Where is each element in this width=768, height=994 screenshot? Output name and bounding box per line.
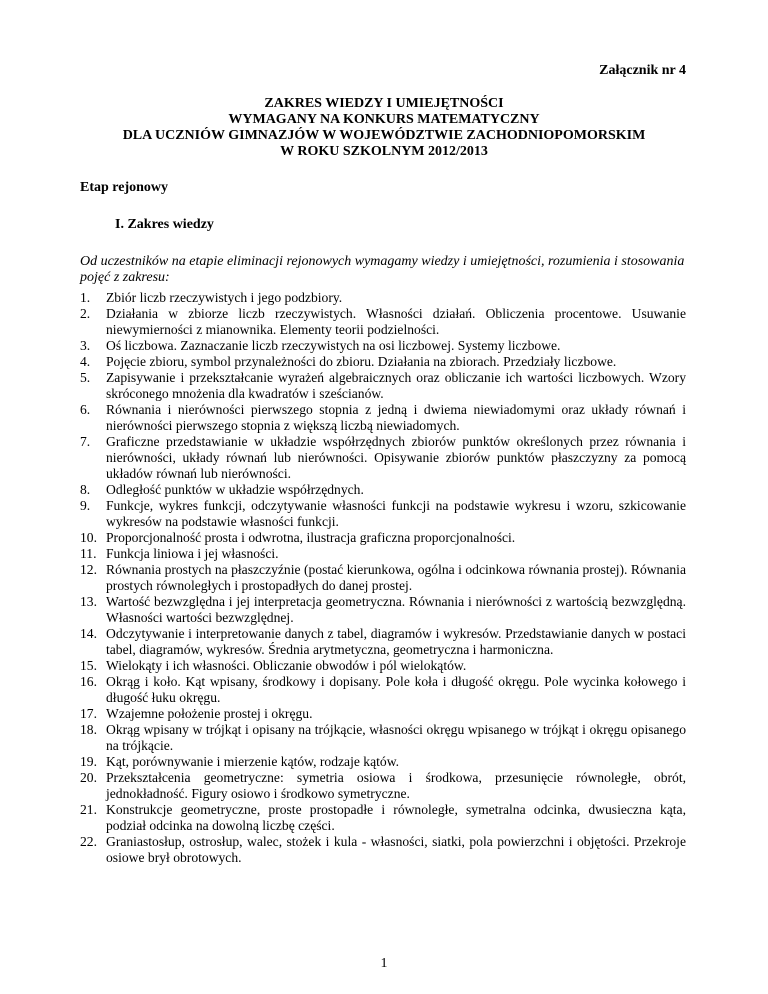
attachment-label: Załącznik nr 4 — [599, 63, 686, 78]
list-item-text: Zbiór liczb rzeczywistych i jego podzbiory. — [106, 290, 343, 305]
list-item-number: 10. — [80, 530, 97, 545]
list-item-text: Funkcje, wykres funkcji, odczytywanie własności funkcji na podstawie wykresu i wzoru, szkicowanie wykresów na podstawie własności funkcji. — [106, 498, 686, 529]
list-item-number: 16. — [80, 674, 97, 689]
subsection-title: I. Zakres wiedzy — [115, 217, 214, 232]
list-item — [80, 498, 686, 530]
header-line: WYMAGANY NA KONKURS MATEMATYCZNY — [228, 112, 540, 127]
list-item — [80, 402, 686, 434]
list-item — [80, 626, 686, 658]
header-line: DLA UCZNIÓW GIMNAZJÓW W WOJEWÓDZTWIE ZACHODNIOPOMORSKIM — [122, 128, 646, 143]
list-item-text: Odległość punktów w układzie współrzędnych. — [106, 482, 364, 497]
list-item — [80, 562, 686, 594]
list-item — [80, 482, 686, 498]
list-item — [80, 834, 686, 866]
list-item-number: 14. — [80, 626, 97, 641]
header-line: W ROKU SZKOLNYM 2012/2013 — [280, 144, 488, 159]
header-line: ZAKRES WIEDZY I UMIEJĘTNOŚCI — [264, 96, 504, 111]
list-item-text: Równania i nierówności pierwszego stopnia z jedną i dwiema niewiadomymi oraz układy równań i nierówności pierwszego stopnia z większą liczbą niewiadomych. — [106, 402, 686, 433]
list-item-text: Oś liczbowa. Zaznaczanie liczb rzeczywistych na osi liczbowej. Systemy liczbowe. — [106, 338, 561, 353]
list-item — [80, 434, 686, 482]
list-item — [80, 706, 686, 722]
list-item-number: 21. — [80, 802, 97, 817]
list-item-number: 9. — [80, 498, 91, 513]
list-item — [80, 754, 686, 770]
list-item-text: Pojęcie zbioru, symbol przynależności do zbioru. Działania na zbiorach. Przedziały liczbowe. — [106, 354, 617, 369]
list-item — [80, 802, 686, 834]
list-item-number: 5. — [80, 370, 91, 385]
list-item-text: Przekształcenia geometryczne: symetria osiowa i środkowa, przesunięcie równoległe, obrót, jednokładność. Figury osiowo i środkowo symetryczne. — [106, 770, 686, 801]
list-item-text: Wartość bezwzględna i jej interpretacja geometryczna. Równania i nierówności z wartością bezwzględną. Własności wartości bezwzględnej. — [106, 594, 686, 625]
list-item-number: 15. — [80, 658, 97, 673]
list-item — [80, 770, 686, 802]
section-title: Etap rejonowy — [80, 180, 169, 195]
list-item-text: Działania w zbiorze liczb rzeczywistych. Własności działań. Obliczenia procentowe. Usuwanie niewymierności z mianownika. Elementy teorii podzielności. — [106, 306, 686, 337]
list-item — [80, 354, 686, 370]
list-item-number: 11. — [80, 546, 97, 561]
list-item — [80, 546, 686, 562]
list-item-text: Graficzne przedstawianie w układzie współrzędnych zbiorów punktów określonych przez równania i nierówności, układy równań lub nierówności. Opisywanie zbiorów punktów płaszczyzny za pomocą układów równań lub nierówności. — [106, 434, 686, 481]
list-item-text: Okrąg i koło. Kąt wpisany, środkowy i dopisany. Pole koła i długość okręgu. Pole wycinka kołowego i długość łuku okręgu. — [106, 674, 686, 705]
list-item-text: Odczytywanie i interpretowanie danych z tabel, diagramów i wykresów. Przedstawianie danych w postaci tabel, diagramów, wykresów. Średnia arytmetyczna, geometryczna i harmoniczna. — [106, 626, 686, 657]
list-item-number: 20. — [80, 770, 97, 785]
list-item — [80, 722, 686, 754]
list-item-number: 4. — [80, 354, 91, 369]
list-item-text: Graniastosłup, ostrosłup, walec, stożek i kula - własności, siatki, pola powierzchni i objętości. Przekroje osiowe brył obrotowych. — [106, 834, 686, 865]
list-item-number: 7. — [80, 434, 91, 449]
list-item — [80, 674, 686, 706]
intro-paragraph: Od uczestników na etapie eliminacji rejonowych wymagamy wiedzy i umiejętności, rozumienia i stosowania pojęć z zakresu: — [80, 254, 685, 285]
list-item-text: Równania prostych na płaszczyźnie (postać kierunkowa, ogólna i odcinkowa równania prostej). Równania prostych równoległych i prostopadłych do danej prostej. — [106, 562, 686, 593]
page-number: 1 — [380, 956, 388, 971]
list-item-text: Funkcja liniowa i jej własności. — [106, 546, 279, 561]
list-item — [80, 530, 686, 546]
list-item — [80, 306, 686, 338]
list-item-number: 1. — [80, 290, 91, 305]
list-item — [80, 594, 686, 626]
list-item-number: 12. — [80, 562, 97, 577]
list-item — [80, 290, 686, 306]
list-item-text: Konstrukcje geometryczne, proste prostopadłe i równoległe, symetralna odcinka, dwusieczna kąta, podział odcinka na dowolną liczbę części. — [106, 802, 686, 833]
list-item-number: 22. — [80, 834, 97, 849]
list-item-number: 19. — [80, 754, 97, 769]
list-item-text: Okrąg wpisany w trójkąt i opisany na trójkącie, własności okręgu wpisanego w trójkąt i okręgu opisanego na trójkącie. — [106, 722, 686, 753]
list-item-number: 17. — [80, 706, 97, 721]
list-item — [80, 658, 686, 674]
list-item-text: Wielokąty i ich własności. Obliczanie obwodów i pól wielokątów. — [106, 658, 467, 673]
list-item-text: Wzajemne położenie prostej i okręgu. — [106, 706, 313, 721]
list-item-text: Kąt, porównywanie i mierzenie kątów, rodzaje kątów. — [106, 754, 400, 769]
list-item-number: 8. — [80, 482, 91, 497]
list-item-number: 2. — [80, 306, 91, 321]
list-item-number: 13. — [80, 594, 97, 609]
list-item — [80, 338, 686, 354]
list-item-number: 3. — [80, 338, 91, 353]
list-item-text: Zapisywanie i przekształcanie wyrażeń algebraicznych oraz obliczanie ich wartości liczbowych. Wzory skróconego mnożenia dla kwadratów i sześcianów. — [106, 370, 686, 401]
document-header — [0, 96, 768, 160]
list-item-number: 6. — [80, 402, 91, 417]
topics-list — [80, 290, 686, 866]
list-item-number: 18. — [80, 722, 97, 737]
list-item-text: Proporcjonalność prosta i odwrotna, ilustracja graficzna proporcjonalności. — [106, 530, 516, 545]
list-item — [80, 370, 686, 402]
